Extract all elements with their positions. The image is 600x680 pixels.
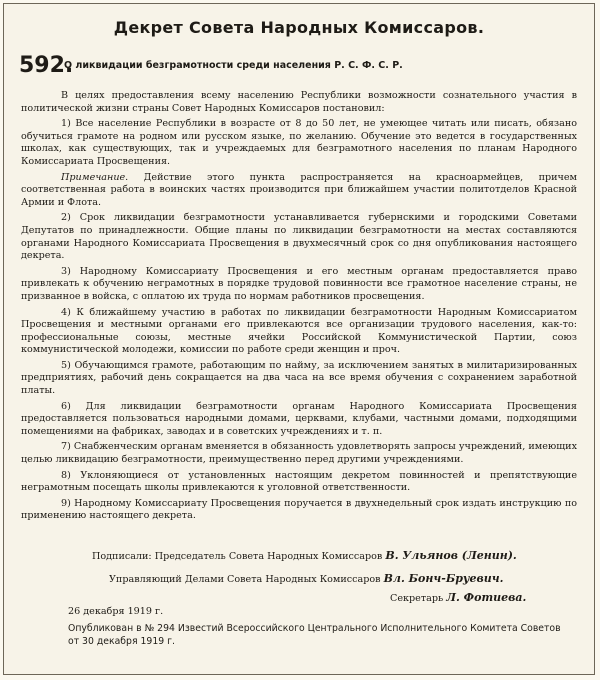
signature-chairman <box>92 549 517 562</box>
decree-item-3: 3) Народному Комиссариату Просвещения и его местным органам предоставляется право привлекать к обучению неграмотных в порядке трудовой повинности все грамотное население страны, не призванное в войска, с оплатою их труда по нормам работников просвещения. <box>21 265 577 302</box>
signature-chairman-name: В. Ульянов (Ленин). <box>385 549 517 562</box>
decree-item-1: 1) Все население Республики в возрасте от 8 до 50 лет, не умеющее читать или писать, обязано обучиться грамоте на родном или русском языке, по желанию. Обучение это ведется в государственных школах, как существующих, так и учреждаемых для безграмотного населения по планам Народного Комиссариата Просвещения. <box>21 118 577 167</box>
decree-item-2: 2) Срок ликвидации безграмотности устанавливается губернскими и городскими Советами Депутатов по принадлежности. Общие планы по ликвидации безграмотности на местах составляются органами Народного Комиссариата Просвещения в двухмесячный срок со дня опубликования настоящего декрета. <box>21 212 577 262</box>
signature-manager <box>109 572 503 585</box>
decree-item-9: 9) Народному Комиссариату Просвещения поручается в двухнедельный срок издать инструкцию по применению настоящего декрета. <box>21 497 577 522</box>
note-text: Действие этого пункта распространяется на красноармейцев, причем соответственная работа в воинских частях производится при ближайшем участии политотделов Красной Армии и Флота. <box>21 171 577 208</box>
signature-manager-role: Управляющий Делами Совета Народных Комиссаров <box>109 574 381 585</box>
decree-body <box>21 90 577 526</box>
signature-chairman-role: Подписали: Председатель Совета Народных Комиссаров <box>92 551 383 562</box>
decree-item-4: 4) К ближайшему участию в работах по ликвидации безграмотности Народным Комиссариатом Просвещения и местными органами его привлекаются все организации трудового населения, как-то: профессиональные союзы, местные ячейки Российской Коммунистической Партии, союз коммунистической молодежи, комиссии по работе среди женщин и проч. <box>21 306 577 356</box>
decree-item-7: 7) Снабженческим органам вменяется в обязанность удовлетворять запросы учреждений, имеющих целью ликвидацию безграмотности, преимущественно перед другими учреждениями. <box>21 441 577 466</box>
decree-note <box>21 172 577 210</box>
decree-date: 26 декабря 1919 г. <box>68 606 164 617</box>
decree-item-8: 8) Уклоняющиеся от установленных настоящим декретом повинностей и препятствующие неграмотным посещать школы привлекаются к уголовной ответственности. <box>21 469 577 494</box>
signature-secretary-role: Секретарь <box>390 593 444 604</box>
signature-secretary-name: Л. Фотиева. <box>446 591 527 604</box>
document-page <box>3 3 595 675</box>
signature-manager-name: Вл. Бонч-Бруевич. <box>383 572 504 585</box>
decree-number: 592. <box>19 53 74 78</box>
signature-secretary <box>390 591 526 604</box>
document-title: Декрет Совета Народных Комиссаров. <box>113 18 485 37</box>
decree-intro: В целях предоставления всему населению Республики возможности сознательного участия в политической жизни страны Совет Народных Комиссаров постановил: <box>21 90 577 114</box>
decree-item-5: 5) Обучающимся грамоте, работающим по найму, за исключением занятых в милитаризированных предприятиях, рабочий день сокращается на два часа на все время обучения с сохранением заработной платы. <box>21 359 577 397</box>
note-label: Примечание. <box>61 171 129 183</box>
decree-item-6: 6) Для ликвидации безграмотности органам Народного Комиссариата Просвещения предоставляется пользоваться народными домами, церквами, клубами, частными домами, подходящими помещениями на фабриках, заводах и в советских учреждениях и т. п. <box>21 400 577 437</box>
decree-subtitle: О ликвидации безграмотности среди населения Р. С. Ф. С. Р. <box>64 60 403 71</box>
publication-note: Опубликован в № 294 Известий Всероссийского Центрального Исполнительного Комитета Советов от 30 декабря 1919 г. <box>68 623 561 647</box>
